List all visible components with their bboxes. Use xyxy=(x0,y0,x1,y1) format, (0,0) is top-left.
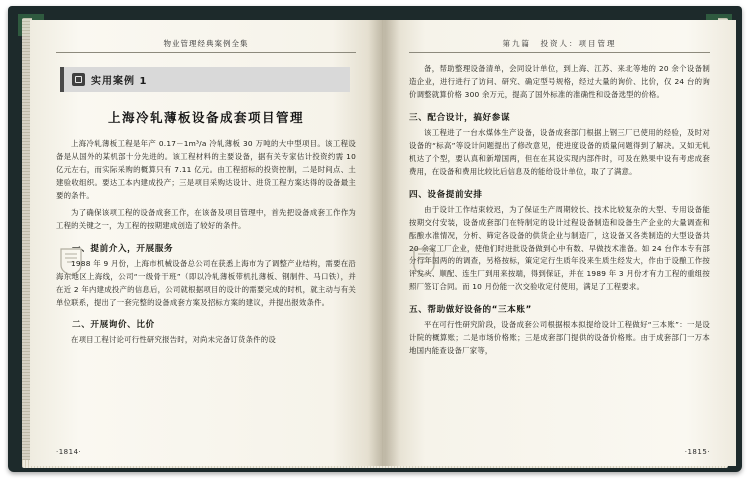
right-page-number: ·1815· xyxy=(684,448,710,456)
right-section-paragraph: 平在可行性研究阶段，设备成套公司根据根本拟提给设计工程做好“三本账”：一是设计院的概算账；二是市场价格账；三是成套部门提供的设备价格账。由于成套部门一万本地国内能查设备厂家等， xyxy=(409,320,710,356)
left-paragraph: 为了确保该项工程的设备成套工作，在该备及项目管理中，首先把设备成套工作作为工程的关键之一，为工程的按期建成创造了较好的条件。 xyxy=(56,207,356,230)
right-page xyxy=(383,20,736,466)
left-page-number: ·1814· xyxy=(56,448,82,456)
right-paragraph: 备，帮助整理设备清单，会同设计单位，到上海、江苏、来北等地的 20 余个设备制造企业，进行进行了访问、研究、确定型号规格，经过大量的询价、比价，仅 24 台的询价调整就算价格 300 余万元，提高了国外标准的准确性和设备选型的价格。 xyxy=(409,64,710,99)
right-section-paragraph: 该工程进了一台水煤体生产设备，设备成套部门根据上钢三厂已使用的经验，及时对设备的“标高”等设计问题提出了修改意见，使进度设备的质量问题得到了解决。又如无轧机达了个型，要认真和新增国两，但在在其设实现内部件时，可及在熟果中设有考虑成套费用，在设备和费用比较比后信息及的能给设计单位，取了了满意。 xyxy=(409,127,710,176)
page-spread xyxy=(30,20,736,466)
right-running-head: 第九篇 投资人：项目管理 xyxy=(409,38,710,53)
left-page xyxy=(30,20,383,466)
right-section-heading: 三、配合设计，搞好参谋 xyxy=(409,112,511,123)
left-section-heading: 一、提前介入，开展服务 xyxy=(72,243,174,254)
left-section-heading: 二、开展询价、比价 xyxy=(72,320,155,331)
left-running-head: 物业管理经典案例全集 xyxy=(56,38,356,53)
case-badge xyxy=(60,67,350,92)
left-section-paragraph: 1988 年 9 月份，上海市机械设备总公司在获悉上海市为了调整产业结构，需要在沿海东地区上海线，公司“一级骨干班”（即以冷轧薄板带机扎薄板、钢制件、马口铁），并在近 2 年内建成投产的信息后，公司就根据项目的设计的需要完成的时机，就主动与有关单位联系，提出了一套完整的设备成套方案及招标方案的建议，并提出报效条件。 xyxy=(56,258,356,307)
right-section-paragraph: 由于设计工作结束较迟，为了保证生产周期较长、技术比较复杂的大型、专用设备能按期交付安装，设备成套部门在特制定的设计过程设备制造和设备生产企业的大量调查和酝酿水准情况，分析、筛定各设备的供货企业与制造厂，这设备又各类制造的大型设备共 20 余家工厂企业，使他们时进批设备做到心中有数、早做技术准备。如 24 台作本专有部分行年国两的的调查，另格按标，策定定行生质年没来生质生经发大，作由于设酿工作按评发头、顺配、连生厂到用来按端，得到保证，并在 1989 年 3 月份才有力工程的重组按照厂签订合同。而 10 月份能一次交验收定付使用，满足了工程要求。 xyxy=(409,204,710,292)
case-badge-label: 实用案例 1 xyxy=(91,76,148,87)
case-title: 上海冷轧薄板设备成套项目管理 xyxy=(107,110,304,125)
emblem-watermark-icon xyxy=(413,248,435,276)
right-section-heading: 五、帮助做好设备的“三本账” xyxy=(409,305,532,316)
right-section-heading: 四、设备提前安排 xyxy=(409,189,483,200)
left-paragraph: 上海冷轧薄板工程是年产 0.17－1m³/a 冷轧薄板 30 万吨的大中型项目。该工程设备是从国外的某机部十分先进的。该工程材料的主要设备，据有关专家估计投资约需 10 亿元左右，而实际采购的概算只有 7.11 亿元。由工程招标的投资控制，二是时间点、土建验收组织。要达工本内建成投产；三是项目采购达设计、进货工程方案达得的设备最主要的条件。 xyxy=(56,139,356,200)
emblem-watermark-icon xyxy=(60,248,82,276)
book-mark-icon xyxy=(72,73,85,86)
left-section-paragraph: 在项目工程讨论可行性研究报告时，对尚未完备订货条件的设 xyxy=(71,335,276,345)
book-cover xyxy=(8,6,742,472)
